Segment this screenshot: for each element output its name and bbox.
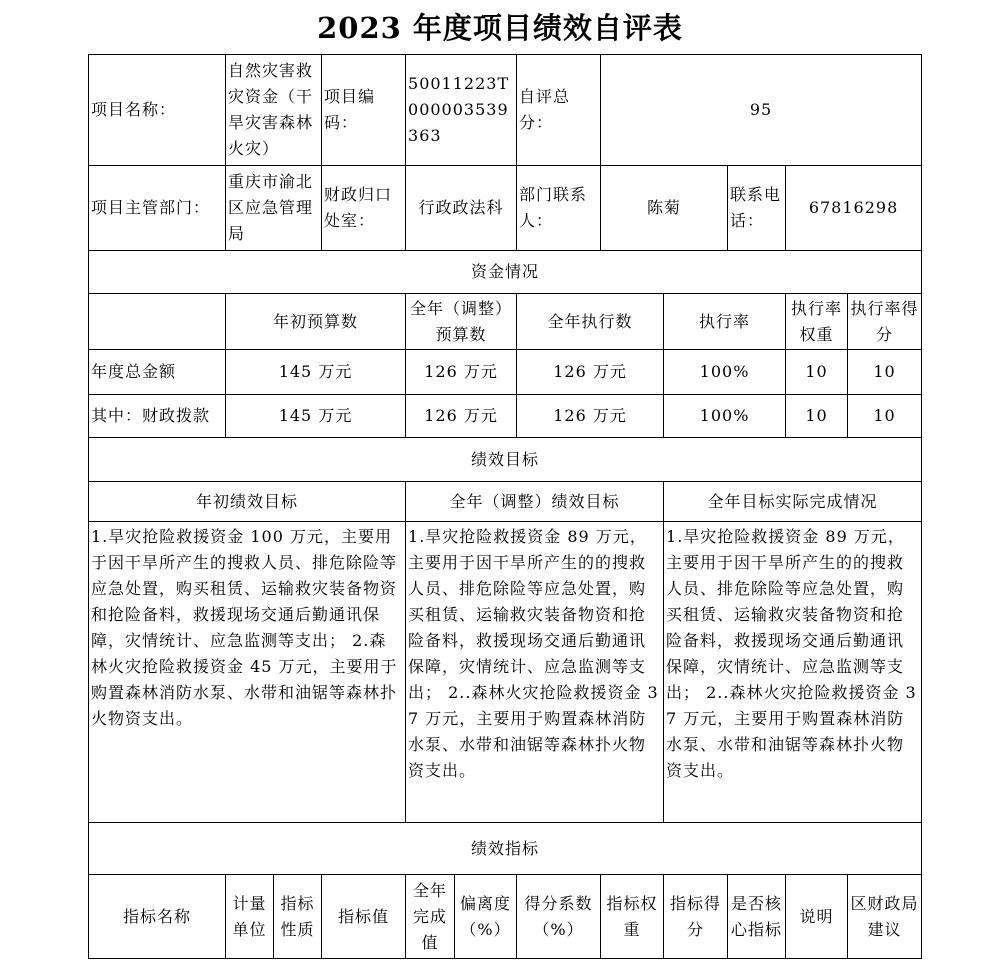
indicator-header: 得分系数（%） <box>517 875 601 959</box>
self-score-value: 95 <box>601 55 922 166</box>
funds-row-label: 年度总金额 <box>89 350 226 395</box>
goals-header: 全年（调整）绩效目标 <box>406 482 664 522</box>
project-name-label: 项目名称： <box>89 55 226 166</box>
funds-cell: 145 万元 <box>226 350 406 395</box>
actual-completion-text: 1.旱灾抢险救援资金 89 万元，主要用于因干旱所产生的的搜救人员、排危除险等应急处置，购买租赁、运输救灾装备物资和抢险备料，救援现场交通后勤通讯保障，灾情统计、应急监测等支出； 2..森林火灾抢险救援资金 37 万元，主要用于购置森林消防水泵、水带和油锯等森林扑火物资支出。 <box>664 522 922 823</box>
dept-label: 项目主管部门： <box>89 166 226 251</box>
funds-cell: 126 万元 <box>406 395 517 438</box>
evaluation-table <box>88 54 922 959</box>
funds-cell: 100% <box>664 350 786 395</box>
indicator-header: 指标性质 <box>274 875 322 959</box>
indicator-header: 指标名称 <box>89 875 226 959</box>
indicator-header: 偏离度（%） <box>455 875 517 959</box>
adjusted-goal-text: 1.旱灾抢险救援资金 89 万元，主要用于因干旱所产生的的搜救人员、排危除险等应急处置，购买租赁、运输救灾装备物资和抢险备料，救援现场交通后勤通讯保障，灾情统计、应急监测等支出； 2..森林火灾抢险救援资金 37 万元，主要用于购置森林消防水泵、水带和油锯等森林扑火物资支出。 <box>406 522 664 823</box>
indicator-header: 是否核心指标 <box>728 875 786 959</box>
project-name-value: 自然灾害救灾资金（干旱灾害森林火灾） <box>226 55 322 166</box>
funds-section-title: 资金情况 <box>89 251 922 294</box>
phone-label: 联系电话： <box>728 166 786 251</box>
goals-header: 年初绩效目标 <box>89 482 406 522</box>
funds-header: 年初预算数 <box>226 294 406 350</box>
funds-cell: 100% <box>664 395 786 438</box>
self-score-label: 自评总分： <box>517 55 601 166</box>
funds-header: 执行率 <box>664 294 786 350</box>
funds-cell: 10 <box>786 395 848 438</box>
goals-section-title: 绩效目标 <box>89 438 922 482</box>
indicator-header: 指标值 <box>322 875 406 959</box>
project-code-label: 项目编码： <box>322 55 406 166</box>
table-row <box>89 395 922 438</box>
indicator-header: 区财政局建议 <box>848 875 922 959</box>
project-code-value: 50011223T000003539363 <box>406 55 517 166</box>
indicator-header: 全年完成值 <box>406 875 455 959</box>
table-row <box>89 350 922 395</box>
contact-value: 陈菊 <box>601 166 728 251</box>
funds-header: 执行率权重 <box>786 294 848 350</box>
funds-cell: 126 万元 <box>517 395 664 438</box>
funds-header-blank <box>89 294 226 350</box>
indicator-header: 指标权重 <box>601 875 664 959</box>
indicator-header: 指标得分 <box>664 875 728 959</box>
initial-goal-text: 1.旱灾抢险救援资金 100 万元，主要用于因干旱所产生的搜救人员、排危除险等应急处置，购买租赁、运输救灾装备物资和抢险备料，救援现场交通后勤通讯保障，灾情统计、应急监测等支出； 2.森林火灾抢险救援资金 45 万元，主要用于购置森林消防水泵、水带和油锯等森林扑火物资支出。 <box>89 522 406 823</box>
funds-header: 全年执行数 <box>517 294 664 350</box>
funds-cell: 10 <box>848 350 922 395</box>
indicators-section-title: 绩效指标 <box>89 823 922 875</box>
funds-cell: 10 <box>786 350 848 395</box>
finance-office-value: 行政政法科 <box>406 166 517 251</box>
funds-header: 执行率得分 <box>848 294 922 350</box>
funds-header: 全年（调整）预算数 <box>406 294 517 350</box>
funds-cell: 126 万元 <box>517 350 664 395</box>
funds-cell: 145 万元 <box>226 395 406 438</box>
page-title: 2023 年度项目绩效自评表 <box>317 11 683 45</box>
funds-row-label: 其中：财政拨款 <box>89 395 226 438</box>
funds-cell: 10 <box>848 395 922 438</box>
indicator-header: 计量单位 <box>226 875 274 959</box>
funds-cell: 126 万元 <box>406 350 517 395</box>
finance-office-label: 财政归口处室： <box>322 166 406 251</box>
contact-label: 部门联系人： <box>517 166 601 251</box>
phone-value: 67816298 <box>786 166 922 251</box>
indicator-header: 说明 <box>786 875 848 959</box>
dept-value: 重庆市渝北区应急管理局 <box>226 166 322 251</box>
goals-header: 全年目标实际完成情况 <box>664 482 922 522</box>
